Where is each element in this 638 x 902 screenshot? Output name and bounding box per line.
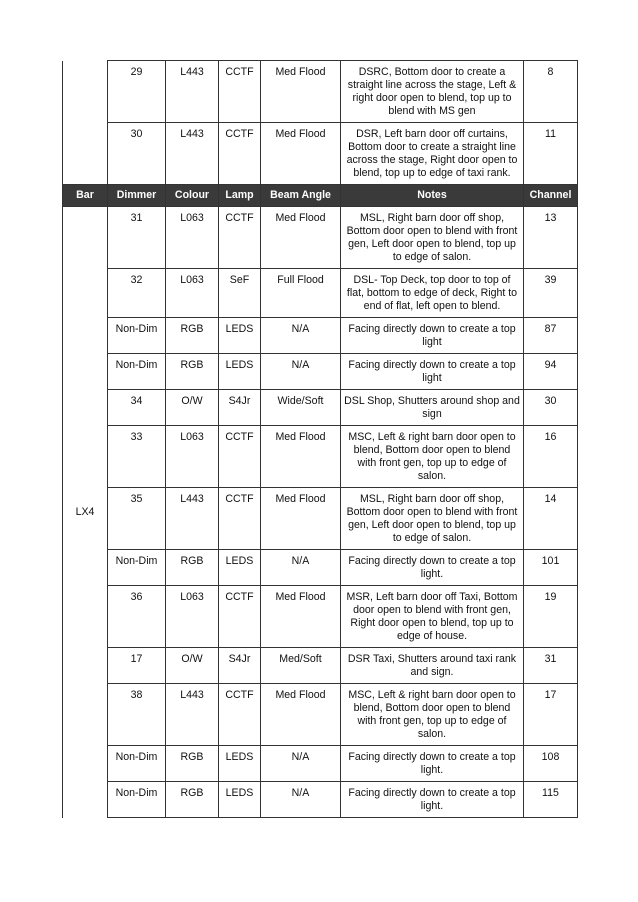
beam-angle-cell: N/A: [261, 354, 341, 390]
header-dimmer: Dimmer: [108, 185, 166, 207]
notes-cell: Facing directly down to create a top light.: [341, 782, 524, 818]
lamp-cell: LEDS: [219, 782, 261, 818]
header-colour: Colour: [166, 185, 219, 207]
beam-angle-cell: N/A: [261, 550, 341, 586]
notes-cell: DSL Shop, Shutters around shop and sign: [341, 390, 524, 426]
beam-angle-cell: Med Flood: [261, 488, 341, 550]
beam-angle-cell: N/A: [261, 318, 341, 354]
table-row: [63, 354, 578, 390]
table-row: [63, 61, 578, 123]
bar-label-lx4: LX4: [63, 207, 108, 818]
notes-cell: Facing directly down to create a top light.: [341, 746, 524, 782]
table-row: [63, 746, 578, 782]
dimmer-cell: 38: [108, 684, 166, 746]
lamp-cell: CCTF: [219, 61, 261, 123]
table-row: [63, 390, 578, 426]
dimmer-cell: 33: [108, 426, 166, 488]
lamp-cell: LEDS: [219, 318, 261, 354]
notes-cell: DSR Taxi, Shutters around taxi rank and sign.: [341, 648, 524, 684]
lamp-cell: CCTF: [219, 684, 261, 746]
dimmer-cell: Non-Dim: [108, 354, 166, 390]
dimmer-cell: 32: [108, 269, 166, 318]
colour-cell: O/W: [166, 648, 219, 684]
channel-cell: 13: [524, 207, 578, 269]
beam-angle-cell: Med Flood: [261, 61, 341, 123]
lamp-cell: S4Jr: [219, 648, 261, 684]
lamp-cell: SeF: [219, 269, 261, 318]
colour-cell: L443: [166, 488, 219, 550]
dimmer-cell: 31: [108, 207, 166, 269]
colour-cell: RGB: [166, 354, 219, 390]
header-lamp: Lamp: [219, 185, 261, 207]
table-row: [63, 123, 578, 185]
channel-cell: 17: [524, 684, 578, 746]
lamp-cell: LEDS: [219, 354, 261, 390]
beam-angle-cell: Med/Soft: [261, 648, 341, 684]
channel-cell: 19: [524, 586, 578, 648]
table-row: [63, 684, 578, 746]
notes-cell: DSRC, Bottom door to create a straight line across the stage, Left & right door open to blend, top up to blend with MS gen: [341, 61, 524, 123]
beam-angle-cell: Full Flood: [261, 269, 341, 318]
notes-cell: MSR, Left barn door off Taxi, Bottom door open to blend with front gen, Right door open to blend, top up to edge of house.: [341, 586, 524, 648]
beam-angle-cell: Med Flood: [261, 684, 341, 746]
lamp-cell: CCTF: [219, 488, 261, 550]
dimmer-cell: 35: [108, 488, 166, 550]
beam-angle-cell: Med Flood: [261, 586, 341, 648]
lamp-cell: CCTF: [219, 123, 261, 185]
channel-cell: 30: [524, 390, 578, 426]
table-row: [63, 269, 578, 318]
lamp-cell: CCTF: [219, 207, 261, 269]
header-notes: Notes: [341, 185, 524, 207]
lamp-cell: CCTF: [219, 426, 261, 488]
channel-cell: 16: [524, 426, 578, 488]
beam-angle-cell: Wide/Soft: [261, 390, 341, 426]
header-channel: Channel: [524, 185, 578, 207]
colour-cell: O/W: [166, 390, 219, 426]
dimmer-cell: 29: [108, 61, 166, 123]
notes-cell: Facing directly down to create a top light: [341, 318, 524, 354]
table-row: [63, 586, 578, 648]
channel-cell: 14: [524, 488, 578, 550]
notes-cell: Facing directly down to create a top light: [341, 354, 524, 390]
table-row: [63, 426, 578, 488]
dimmer-cell: 34: [108, 390, 166, 426]
channel-cell: 11: [524, 123, 578, 185]
colour-cell: RGB: [166, 318, 219, 354]
dimmer-cell: 17: [108, 648, 166, 684]
lamp-cell: CCTF: [219, 586, 261, 648]
colour-cell: L063: [166, 207, 219, 269]
colour-cell: L443: [166, 61, 219, 123]
notes-cell: MSC, Left & right barn door open to blend, Bottom door open to blend with front gen, top up to edge of salon.: [341, 684, 524, 746]
lamp-cell: LEDS: [219, 550, 261, 586]
header-beam-angle: Beam Angle: [261, 185, 341, 207]
table-row: [63, 207, 578, 269]
colour-cell: L063: [166, 426, 219, 488]
colour-cell: RGB: [166, 550, 219, 586]
channel-cell: 39: [524, 269, 578, 318]
colour-cell: L063: [166, 586, 219, 648]
channel-cell: 108: [524, 746, 578, 782]
table-row: [63, 782, 578, 818]
table-row: [63, 488, 578, 550]
beam-angle-cell: Med Flood: [261, 207, 341, 269]
colour-cell: L443: [166, 123, 219, 185]
notes-cell: DSR, Left barn door off curtains, Bottom door to create a straight line across the stage, Right door open to blend, top up to edge of taxi rank.: [341, 123, 524, 185]
channel-cell: 31: [524, 648, 578, 684]
notes-cell: MSL, Right barn door off shop, Bottom door open to blend with front gen, Left door open to blend, top up to edge of salon.: [341, 207, 524, 269]
colour-cell: L063: [166, 269, 219, 318]
notes-cell: MSL, Right barn door off shop, Bottom door open to blend with front gen, Left door open to blend, top up to edge of salon.: [341, 488, 524, 550]
table-header-row: [63, 185, 578, 207]
table-row: [63, 648, 578, 684]
channel-cell: 8: [524, 61, 578, 123]
beam-angle-cell: Med Flood: [261, 123, 341, 185]
channel-cell: 94: [524, 354, 578, 390]
dimmer-cell: 30: [108, 123, 166, 185]
channel-cell: 115: [524, 782, 578, 818]
dimmer-cell: Non-Dim: [108, 782, 166, 818]
channel-cell: 87: [524, 318, 578, 354]
table-row: [63, 550, 578, 586]
dimmer-cell: 36: [108, 586, 166, 648]
colour-cell: RGB: [166, 746, 219, 782]
beam-angle-cell: Med Flood: [261, 426, 341, 488]
lamp-cell: S4Jr: [219, 390, 261, 426]
notes-cell: MSC, Left & right barn door open to blend, Bottom door open to blend with front gen, top up to edge of salon.: [341, 426, 524, 488]
bar-cell: [63, 61, 108, 123]
header-bar: Bar: [63, 185, 108, 207]
lighting-schedule-table: [62, 60, 578, 818]
dimmer-cell: Non-Dim: [108, 746, 166, 782]
table-row: [63, 318, 578, 354]
dimmer-cell: Non-Dim: [108, 550, 166, 586]
notes-cell: DSL- Top Deck, top door to top of flat, bottom to edge of deck, Right to end of flat, left open to blend.: [341, 269, 524, 318]
beam-angle-cell: N/A: [261, 782, 341, 818]
dimmer-cell: Non-Dim: [108, 318, 166, 354]
bar-cell: [63, 123, 108, 185]
colour-cell: RGB: [166, 782, 219, 818]
beam-angle-cell: N/A: [261, 746, 341, 782]
lamp-cell: LEDS: [219, 746, 261, 782]
channel-cell: 101: [524, 550, 578, 586]
notes-cell: Facing directly down to create a top light.: [341, 550, 524, 586]
colour-cell: L443: [166, 684, 219, 746]
